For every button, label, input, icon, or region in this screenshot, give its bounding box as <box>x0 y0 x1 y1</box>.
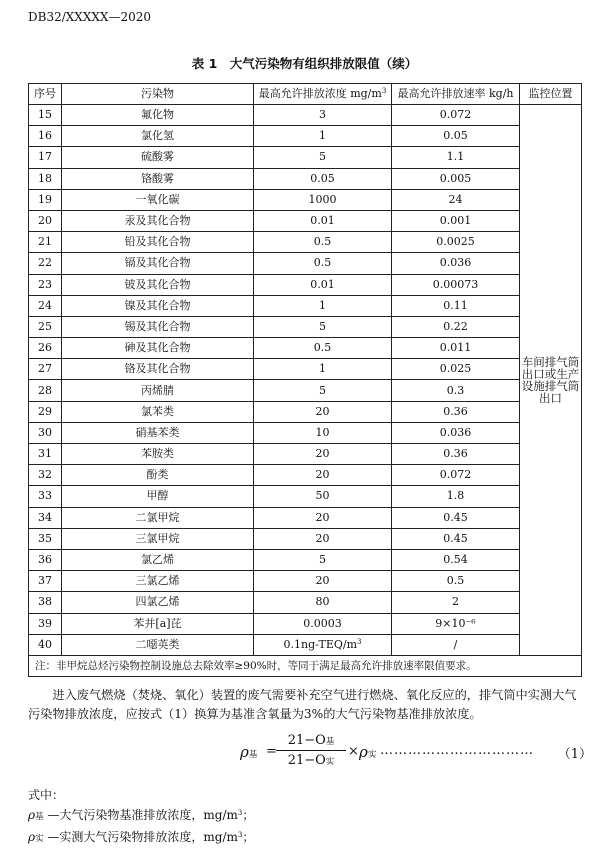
table-row <box>29 253 582 274</box>
cell-seq: 33 <box>29 486 62 507</box>
cell-concentration: 80 <box>254 592 392 613</box>
where-text: —大气污染物基准排放浓度，mg/m <box>43 808 238 822</box>
table-caption: 表 1 大气污染物有组织排放限值（续） <box>191 56 418 71</box>
body-paragraph: 进入废气燃烧（焚烧、氧化）装置的废气需要补充空气进行燃烧、氧化反应的，排气筒中实测大气污染物排放浓度，应按式（1）换算为基准含氧量为3%的大气污染物基准排放浓度。 <box>28 688 577 721</box>
cell-pollutant: 三氯乙烯 <box>62 571 254 592</box>
cell-rate: 0.072 <box>392 465 520 486</box>
cell-concentration: 50 <box>254 486 392 507</box>
cell-seq: 21 <box>29 232 62 253</box>
cell-rate: 0.072 <box>392 105 520 126</box>
cell-rate: 0.36 <box>392 401 520 422</box>
cell-seq: 25 <box>29 316 62 337</box>
where-item <box>28 827 254 849</box>
formula-lhs-sub: 基 <box>248 750 258 760</box>
table-row <box>29 126 582 147</box>
table-note: 注：非甲烷总烃污染物控制设施总去除效率≥90%时，等同于满足最高允许排放速率限值要求。 <box>29 655 582 676</box>
table-row <box>29 316 582 337</box>
cell-concentration: 0.5 <box>254 253 392 274</box>
table-row <box>29 359 582 380</box>
formula-rhs-sub: 实 <box>367 750 377 760</box>
cell-pollutant: 镍及其化合物 <box>62 295 254 316</box>
cell-seq: 35 <box>29 528 62 549</box>
cell-rate: 0.45 <box>392 507 520 528</box>
cell-pollutant: 甲醇 <box>62 486 254 507</box>
table-row <box>29 634 582 655</box>
formula-1 <box>240 731 592 781</box>
formula-fraction <box>276 733 346 768</box>
cell-rate: 0.036 <box>392 253 520 274</box>
cell-concentration-sup: 3 <box>357 637 362 646</box>
formula-times: × <box>348 744 359 759</box>
cell-pollutant: 铬及其化合物 <box>62 359 254 380</box>
cell-seq: 37 <box>29 571 62 592</box>
where-sub: 基 <box>35 812 44 822</box>
cell-seq: 32 <box>29 465 62 486</box>
cell-concentration: 20 <box>254 465 392 486</box>
denominator-sub: 实 <box>325 757 335 767</box>
cell-pollutant: 氟化物 <box>62 105 254 126</box>
table-row <box>29 401 582 422</box>
cell-seq: 29 <box>29 401 62 422</box>
table-body <box>29 105 582 677</box>
table-row <box>29 444 582 465</box>
table-row <box>29 189 582 210</box>
where-item <box>28 805 254 827</box>
table-row <box>29 486 582 507</box>
table-row <box>29 422 582 443</box>
table-row <box>29 380 582 401</box>
cell-rate: 0.5 <box>392 571 520 592</box>
cell-rate: 1.8 <box>392 486 520 507</box>
cell-concentration-text: 0.1ng-TEQ/m <box>283 637 357 651</box>
cell-pollutant: 汞及其化合物 <box>62 210 254 231</box>
cell-concentration: 0.01 <box>254 274 392 295</box>
cell-pollutant: 四氯乙烯 <box>62 592 254 613</box>
header-pollutant: 污染物 <box>62 84 254 105</box>
cell-concentration: 20 <box>254 507 392 528</box>
cell-concentration: 10 <box>254 422 392 443</box>
cell-pollutant: 丙烯腈 <box>62 380 254 401</box>
table-row <box>29 571 582 592</box>
cell-seq: 36 <box>29 549 62 570</box>
table-row <box>29 528 582 549</box>
cell-rate: 0.011 <box>392 338 520 359</box>
cell-seq: 20 <box>29 210 62 231</box>
table-row <box>29 549 582 570</box>
cell-seq: 40 <box>29 634 62 655</box>
cell-concentration: 1000 <box>254 189 392 210</box>
cell-rate: 0.05 <box>392 126 520 147</box>
table-row <box>29 613 582 634</box>
cell-pollutant: 氯乙烯 <box>62 549 254 570</box>
cell-concentration: 5 <box>254 316 392 337</box>
cell-concentration: 0.0003 <box>254 613 392 634</box>
cell-rate: / <box>392 634 520 655</box>
table-row <box>29 274 582 295</box>
cell-rate: 0.3 <box>392 380 520 401</box>
denominator-text: 21−O <box>287 753 326 768</box>
cell-concentration: 20 <box>254 571 392 592</box>
where-sub: 实 <box>35 834 44 844</box>
cell-pollutant: 氯苯类 <box>62 401 254 422</box>
table-row <box>29 507 582 528</box>
table-note-row <box>29 655 582 676</box>
cell-seq: 22 <box>29 253 62 274</box>
cell-seq: 16 <box>29 126 62 147</box>
cell-pollutant: 硝基苯类 <box>62 422 254 443</box>
table-row <box>29 147 582 168</box>
where-block <box>28 785 254 849</box>
cell-pollutant: 镉及其化合物 <box>62 253 254 274</box>
cell-seq: 39 <box>29 613 62 634</box>
cell-rate: 0.036 <box>392 422 520 443</box>
where-text: —实测大气污染物排放浓度，mg/m <box>43 830 238 844</box>
where-end: ； <box>242 830 255 844</box>
numerator-sub: 基 <box>325 737 335 747</box>
cell-concentration: 0.5 <box>254 232 392 253</box>
cell-pollutant: 砷及其化合物 <box>62 338 254 359</box>
cell-seq: 23 <box>29 274 62 295</box>
cell-concentration: 3 <box>254 105 392 126</box>
header-monitor: 监控位置 <box>520 84 582 105</box>
formula-rhs <box>359 743 376 761</box>
cell-rate: 0.0025 <box>392 232 520 253</box>
pollutant-limits-table <box>28 83 582 677</box>
cell-rate: 0.005 <box>392 168 520 189</box>
table-header-row <box>29 84 582 105</box>
cell-seq: 28 <box>29 380 62 401</box>
cell-rate: 0.54 <box>392 549 520 570</box>
cell-concentration: 20 <box>254 528 392 549</box>
cell-concentration <box>254 634 392 655</box>
cell-seq: 38 <box>29 592 62 613</box>
header-concentration-text: 最高允许排放浓度 mg/m <box>258 87 382 100</box>
cell-seq: 31 <box>29 444 62 465</box>
cell-concentration: 0.5 <box>254 338 392 359</box>
cell-rate: 2 <box>392 592 520 613</box>
cell-seq: 15 <box>29 105 62 126</box>
table-row <box>29 592 582 613</box>
cell-pollutant: 一氧化碳 <box>62 189 254 210</box>
cell-rate: 0.36 <box>392 444 520 465</box>
cell-pollutant: 锡及其化合物 <box>62 316 254 337</box>
header-seq: 序号 <box>29 84 62 105</box>
cell-rate: 9×10⁻⁶ <box>392 613 520 634</box>
cell-rate: 0.45 <box>392 528 520 549</box>
cell-rate: 24 <box>392 189 520 210</box>
cell-concentration: 5 <box>254 380 392 401</box>
numerator-text: 21−O <box>287 733 326 748</box>
cell-concentration: 1 <box>254 295 392 316</box>
cell-concentration: 20 <box>254 401 392 422</box>
cell-seq: 30 <box>29 422 62 443</box>
cell-rate: 0.22 <box>392 316 520 337</box>
document-code: DB32/XXXXX—2020 <box>28 10 152 24</box>
cell-pollutant: 苯胺类 <box>62 444 254 465</box>
formula-lhs-symbol: ρ <box>240 743 249 761</box>
table-row <box>29 338 582 359</box>
where-symbol: ρ <box>28 808 36 822</box>
where-label: 式中： <box>28 788 65 802</box>
where-symbol: ρ <box>28 830 36 844</box>
where-end: ； <box>242 808 255 822</box>
cell-monitor-location: 车间排气筒出口或生产设施排气筒出口 <box>520 105 582 656</box>
cell-pollutant: 酚类 <box>62 465 254 486</box>
formula-leader-dots: …………………………… <box>380 743 534 758</box>
cell-pollutant: 铬酸雾 <box>62 168 254 189</box>
table-row <box>29 295 582 316</box>
table-row <box>29 465 582 486</box>
table-row <box>29 210 582 231</box>
cell-pollutant: 氯化氢 <box>62 126 254 147</box>
header-concentration-sup: 3 <box>381 87 387 95</box>
formula-equals: = <box>266 744 277 759</box>
cell-rate: 0.11 <box>392 295 520 316</box>
where-sup: 3 <box>237 809 243 817</box>
cell-pollutant: 铍及其化合物 <box>62 274 254 295</box>
header-concentration <box>254 84 392 105</box>
table-row <box>29 168 582 189</box>
cell-concentration: 1 <box>254 359 392 380</box>
header-rate: 最高允许排放速率 kg/h <box>392 84 520 105</box>
cell-pollutant: 二氯甲烷 <box>62 507 254 528</box>
formula-numerator <box>276 733 346 751</box>
cell-rate: 1.1 <box>392 147 520 168</box>
cell-concentration: 5 <box>254 147 392 168</box>
cell-seq: 18 <box>29 168 62 189</box>
cell-seq: 24 <box>29 295 62 316</box>
cell-concentration: 5 <box>254 549 392 570</box>
formula-rhs-symbol: ρ <box>359 743 368 761</box>
where-sup: 3 <box>237 831 243 839</box>
cell-seq: 17 <box>29 147 62 168</box>
formula-number: （1） <box>557 747 592 762</box>
cell-seq: 19 <box>29 189 62 210</box>
formula-lhs <box>240 743 257 761</box>
cell-concentration: 0.01 <box>254 210 392 231</box>
cell-pollutant: 铅及其化合物 <box>62 232 254 253</box>
cell-concentration: 1 <box>254 126 392 147</box>
cell-rate: 0.025 <box>392 359 520 380</box>
cell-pollutant: 苯并[a]芘 <box>62 613 254 634</box>
cell-concentration: 0.05 <box>254 168 392 189</box>
table-row <box>29 105 582 126</box>
cell-rate: 0.001 <box>392 210 520 231</box>
formula-denominator <box>276 751 346 768</box>
table-row <box>29 232 582 253</box>
cell-rate: 0.00073 <box>392 274 520 295</box>
cell-pollutant: 硫酸雾 <box>62 147 254 168</box>
cell-pollutant: 三氯甲烷 <box>62 528 254 549</box>
cell-concentration: 20 <box>254 444 392 465</box>
cell-seq: 27 <box>29 359 62 380</box>
cell-pollutant: 二噁英类 <box>62 634 254 655</box>
cell-seq: 34 <box>29 507 62 528</box>
cell-seq: 26 <box>29 338 62 359</box>
